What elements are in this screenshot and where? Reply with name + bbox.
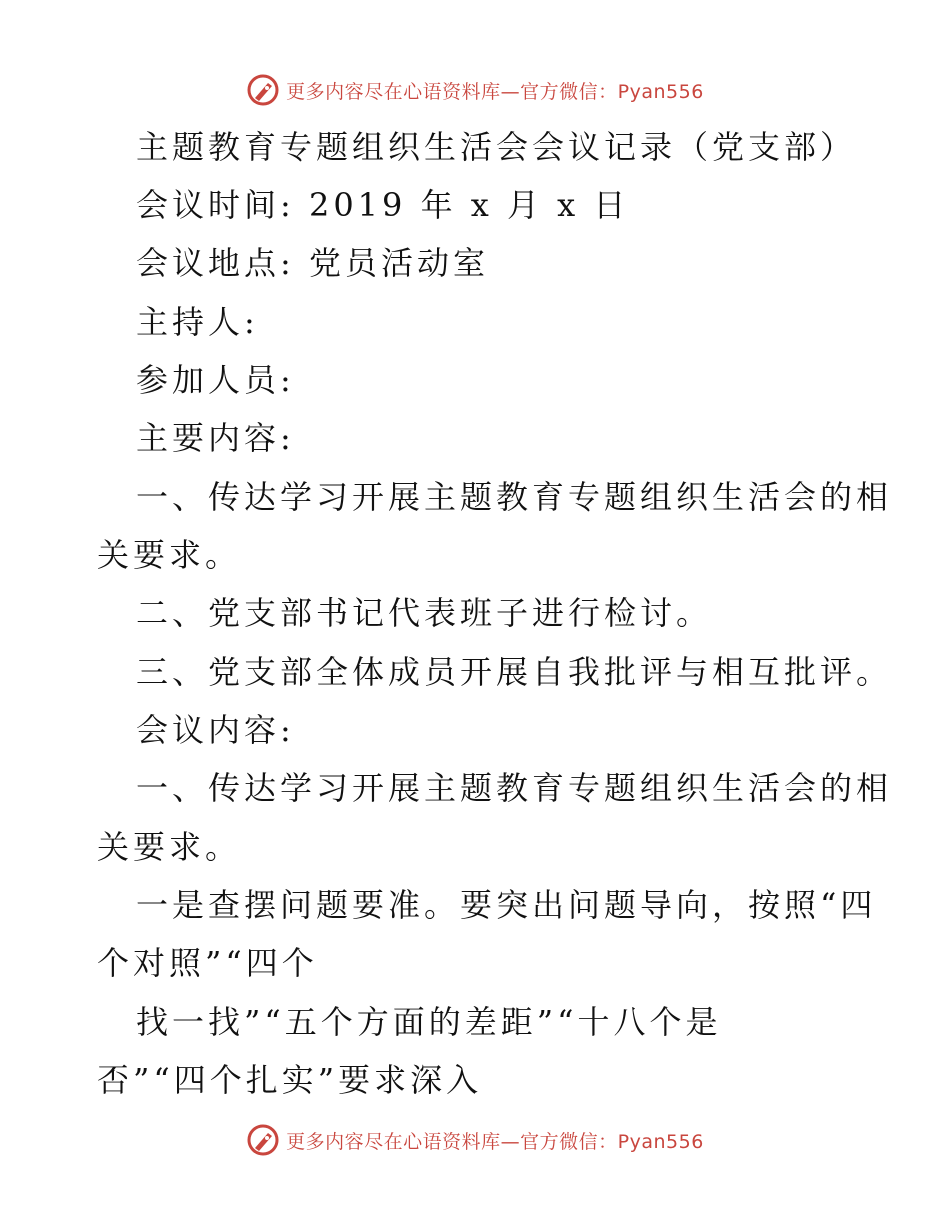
meeting-time: 会议时间: 2019 年 x 月 x 日: [136, 186, 630, 224]
watermark-banner-top: [0, 68, 950, 112]
watermark-text: 更多内容尽在心语资料库—官方微信：Pyan556: [286, 80, 704, 103]
watermark-text: 更多内容尽在心语资料库—官方微信：Pyan556: [286, 1130, 704, 1153]
paragraph-line: 三、党支部全体成员开展自我批评与相互批评。: [136, 653, 893, 691]
meeting-content-heading: 会议内容:: [136, 711, 295, 749]
meeting-location: 会议地点: 党员活动室: [136, 244, 489, 282]
document-title: 主题教育专题组织生活会会议记录（党支部）: [136, 128, 857, 166]
main-content-heading: 主要内容:: [136, 419, 295, 457]
paragraph-line: 找一找”“五个方面的差距”“十八个是: [136, 1003, 722, 1041]
paragraph-line: 个对照”“四个: [97, 944, 318, 982]
paragraph-line: 一、传达学习开展主题教育专题组织生活会的相: [136, 769, 893, 807]
paragraph-line: 否”“四个扎实”要求深入: [97, 1061, 483, 1099]
paragraph-line: 一是查摆问题要准。要突出问题导向，按照“四: [136, 886, 877, 924]
host-label: 主持人:: [136, 303, 259, 341]
paragraph-line: 关要求。: [97, 536, 242, 574]
watermark-banner-bottom: [0, 1118, 950, 1162]
pen-nib-circle-icon: [246, 1123, 280, 1157]
attendees-label: 参加人员:: [136, 361, 295, 399]
pen-nib-circle-icon: [246, 73, 280, 107]
paragraph-line: 关要求。: [97, 828, 242, 866]
paragraph-line: 二、党支部书记代表班子进行检讨。: [136, 594, 713, 632]
paragraph-line: 一、传达学习开展主题教育专题组织生活会的相: [136, 478, 893, 516]
